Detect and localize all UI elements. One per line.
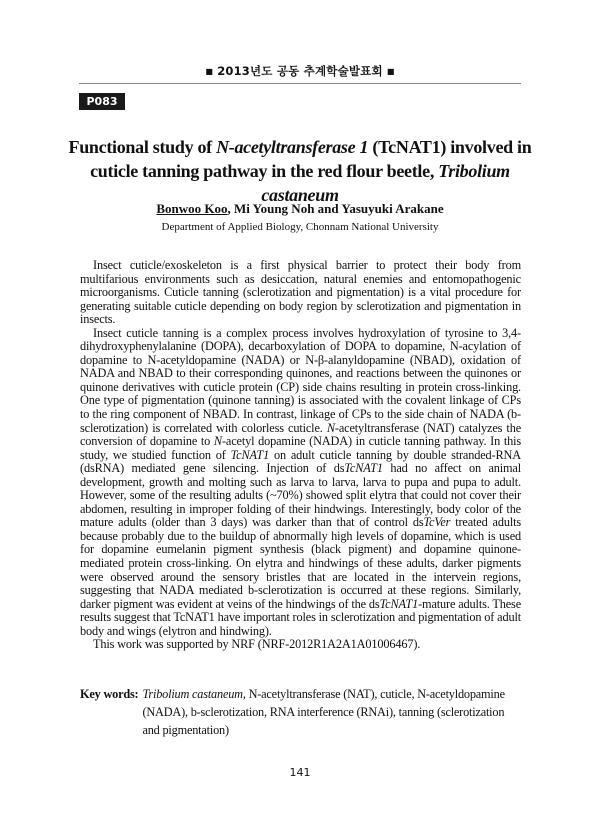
title-italic-part: N-acetyltransferase 1 (216, 137, 369, 157)
abstract-italic: TcNAT1 (230, 447, 270, 462)
title-part: (TcNAT1) involved in cuticle tanning pathway in the red flour beetle, (90, 137, 532, 181)
square-bullet-icon: ■ (205, 67, 214, 76)
abstract-italic: TcVer (423, 515, 451, 530)
abstract-text: Insect cuticle tanning is a complex process involves hydroxylation of tyrosine to 3,4-dihydroxyphenylalanine (DOPA), decarboxylation of DOPA to dopamine, N-acylation of dopamine to N-acetyldopamine (NADA) or N-β-alanyldopamine (NBAD), oxidation of NADA and NBAD to their corresponding quinones, and reactions between the quinones or quinone derivatives with cuticle protein (CP) side chains resulting in protein cross-linking. One type of pigmentation (quinone tanning) is associated with the covalent linkage of CPs to the ring component of NBAD. In contrast, linkage of CPs to the side chain of NADA (b-sclerotization) is correlated with colorless cuticle. (80, 325, 521, 435)
keywords-section (80, 685, 521, 739)
abstract-italic: N (326, 420, 335, 435)
abstract-body (80, 259, 521, 652)
abstract-text: -acetyl dopamine (NADA) in cuticle tanning pathway. In this study, we studied function of (80, 434, 522, 462)
co-authors: , Mi Young Noh and Yasuyuki Arakane (227, 201, 444, 216)
square-bullet-icon: ■ (386, 67, 395, 76)
title-part: Functional study of (68, 137, 217, 157)
affiliation: Department of Applied Biology, Chonnam National University (161, 221, 439, 233)
abstract-paragraph-1: Insect cuticle/exoskeleton is a first physical barrier to protect their body from multifarious environments such as desiccation, natural enemies and entomopathogenic microorganisms. Cuticle tanning (sclerotization and pigmentation) is a vital procedure for generating suitable cuticle depending on body region by sclerotization and pigmentation in insects. (80, 258, 521, 327)
poster-id-badge: P083 (79, 93, 125, 110)
abstract-italic: N (213, 434, 222, 449)
conference-header (0, 63, 600, 79)
header-divider (79, 83, 521, 84)
abstract-text: -mature adults. These results suggest that TcNAT1 have important roles in sclerotization and pigmentation of adult body and wings (elytron and hindwing). (80, 596, 522, 638)
authors-line (0, 201, 600, 217)
abstract-text: on adult cuticle tanning by double stranded-RNA (dsRNA) mediated gene silencing. Injection of ds (80, 447, 521, 476)
abstract-text: treated adults because probably due to the buildup of abnormally high levels of dopamine, which is used for dopamine eumelanin pigment synthesis (black pigment) and dopamine quinone-mediated protein cross-linking. On elytra and hindwings of these adults, darker pigments were observed around the sensory bristles that are located in the intervein regions, suggesting that NADA mediated b-sclerotization is occurred at these regions. Similarly, darker pigment was evident at veins of the hindwings of the ds (80, 515, 521, 611)
funding-statement: This work was supported by NRF (NRF-2012R1A2A1A01006467). (93, 637, 421, 652)
conference-name: 2013년도 공동 추계학술발표회 (217, 64, 383, 78)
paper-title (60, 135, 540, 207)
keywords-list (142, 685, 521, 739)
abstract-italic: TcNAT1 (344, 461, 383, 476)
presenting-author: Bonwoo Koo (156, 201, 228, 216)
keyword-text: , N-acetyltransferase (NAT), cuticle, N-acetyldopamine (NADA), b-sclerotization, RNA interference (RNAi), tanning (sclerotization and pigmentation) (142, 687, 505, 737)
title-species: Tribolium castaneum (261, 161, 510, 205)
abstract-text: had no affect on animal development, growth and molting such as larva to larva, larva to pupa and pupa to adult. However, some of the resulting adults (~70%) showed split elytra that could not cover their abdomen, resulting in improper folding of their hindwings. Interestingly, body color of the mature adults (older than 3 days) was darker than that of control ds (80, 461, 522, 530)
keywords-label: Key words: (80, 687, 139, 701)
abstract-text: -acetyltransferase (NAT) catalyzes the conversion of dopamine to (80, 420, 521, 449)
abstract-paragraph-2 (80, 327, 521, 639)
keyword-species: Tribolium castaneum (142, 687, 243, 701)
abstract-italic: TcNAT1 (379, 596, 419, 611)
page-number: 141 (289, 766, 311, 779)
